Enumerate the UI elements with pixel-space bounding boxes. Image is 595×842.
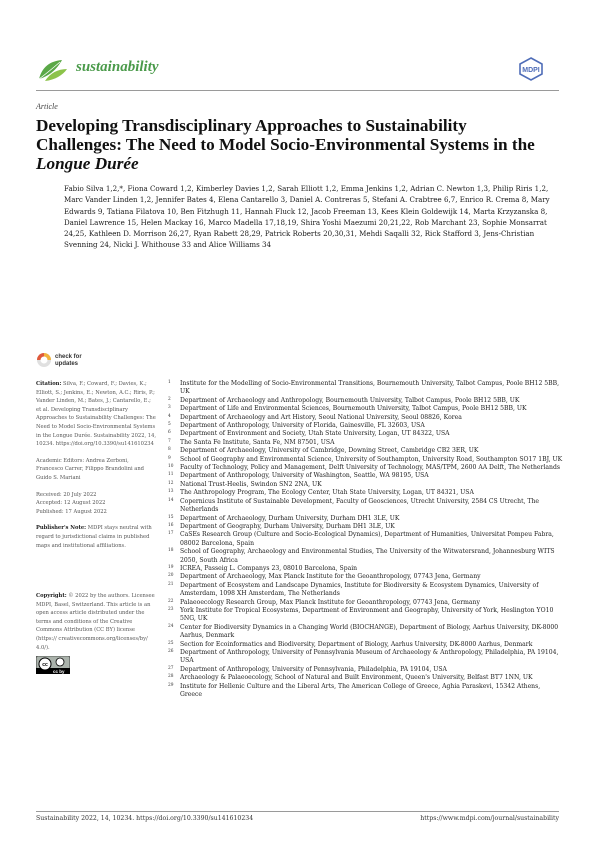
affiliation-item [168,439,563,447]
affiliation-item [168,422,563,430]
affiliation-number: 18 [168,548,174,554]
affiliation-text: Department of Ecosystem and Landscape Dynamics, Institute for Biodiversity & Ecosystem Dynamics, University of Amsterdam, 1098 XH Amsterdam, The Netherlands [180,581,539,598]
dates [36,491,157,517]
affiliation-item [168,624,563,641]
citation-label: Citation: [36,381,62,387]
affiliation-item [168,573,563,581]
affiliation-number: 22 [168,598,174,604]
check-for-updates-button[interactable] [36,352,96,374]
affiliation-number: 17 [168,531,174,537]
affiliation-item [168,472,563,480]
affiliation-text: The Santa Fe Institute, Santa Fe, NM 87501, USA [180,438,335,446]
affiliation-item [168,666,563,674]
affiliation-number: 21 [168,581,174,587]
affiliation-number: 14 [168,497,174,503]
copyright-label: Copyright: [36,593,67,600]
cc-badge-label: cc by [53,668,65,674]
affiliation-number: 8 [168,447,171,453]
copyright-text[interactable]: © 2022 by the authors. Licensee MDPI, Basel, Switzerland. This article is an open access article distributed under the terms and conditions of the Creative Commons Attribution (CC BY) license (https:// creativecommons.org/licenses/by/ 4.0/). [36,593,155,651]
affiliation-number: 9 [168,455,171,461]
affiliation-text: Archaeology & Palaeoecology, School of Natural and Built Environment, Queen's University, Belfast BT7 1NN, UK [180,674,533,682]
affiliation-item [168,641,563,649]
sidebar-metadata [36,380,157,660]
check-updates-line1: check for [55,354,82,360]
article-title-italic: Longue Durée [36,154,139,173]
affiliation-item [168,683,563,700]
header-divider [36,90,559,91]
affiliation-item [168,405,563,413]
affiliation-number: 25 [168,640,174,646]
affiliation-number: 24 [168,623,174,629]
affiliation-item [168,607,563,624]
affiliation-number: 15 [168,514,174,520]
check-updates-icon [36,352,52,368]
affiliation-number: 27 [168,665,174,671]
publisher-note-text: MDPI stays neutral with regard to jurisdictional claims in published maps and institutional affiliations. [36,525,152,549]
footer-divider [36,811,559,812]
affiliation-item [168,414,563,422]
affiliation-text: Section for Ecoinformatics and Biodiversity, Department of Biology, Aarhus University, DK-8000 Aarhus, Denmark [180,640,533,648]
affiliation-item [168,674,563,682]
affiliation-item [168,380,563,397]
affiliation-number: 3 [168,405,171,411]
affiliation-item [168,481,563,489]
affiliation-text: ICREA, Passeig L. Companys 23, 08010 Barcelona, Spain [180,564,358,572]
cc-by-license-icon[interactable] [36,656,70,674]
affiliation-number: 1 [168,380,171,385]
affiliation-item [168,430,563,438]
affiliation-text: Faculty of Technology, Policy and Management, Delft University of Technology, MAS/TPM, 2600 AA Delft, The Netherlands [180,464,560,472]
affiliation-text: National Trust-Heelis, Swindon SN2 2NA, UK [180,480,322,488]
affiliation-text: Department of Archaeology, Durham University, Durham DH1 3LE, UK [180,514,400,522]
affiliation-item [168,582,563,599]
affiliation-item [168,523,563,531]
affiliation-number: 12 [168,480,174,486]
affiliation-number: 13 [168,489,174,495]
affiliation-item [168,599,563,607]
author-list: Fabio Silva 1,2,*, Fiona Coward 1,2, Kimberley Davies 1,2, Sarah Elliott 1,2, Emma Jenkins 1,2, Adrian C. Newton 1,3, Philip Riris 1,2, Marc Vander Linden 1,2, Jennifer Bates 4, Elena Cantarello 3, Daniel A. Contreras 5, Stefani A. Crabtree 6,7, Enrico R. Crema 8, Mary Edwards 9, Tatiana Filatova 10, Ben Fitzhugh 11, Hannah Fluck 12, Jacob Freeman 13, Kees Klein Goldewijk 14, Marta Krzyzanska 8, Daniel Lawrence 15, Helen Mackay 16, Marco Madella 17,18,19, Shira Yoshi Maezumi 20,21,22, Rob Marchant 23, Sophie Monsarrat 24,25, Kathleen D. Morrison 26,27, Ryan Rabett 28,29, Patrick Roberts 20,30,31, Mehdi Saqalli 32, Rick Stafford 3, Jens-Christian Svenning 24, Nicki J. Whithouse 33 and Alice Williams 34 [64,184,550,250]
affiliation-text: Center for Biodiversity Dynamics in a Changing World (BIOCHANGE), Department of Biology, Aarhus University, DK-8000 Aarhus, Denmark [180,623,559,640]
affiliation-number: 7 [168,438,171,444]
affiliation-number: 26 [168,649,174,654]
affiliation-text: Institute for Hellenic Culture and the Liberal Arts, The American College of Greece, Aghia Paraskevi, 15342 Athens, Greece [180,682,541,699]
affiliation-text: CaSEs Research Group (Culture and Socio-Ecological Dynamics), Department of Humanities, Universitat Pompeu Fabra, 08002 Barcelona, Spain [180,531,554,547]
affiliation-item [168,531,563,548]
affiliation-text: School of Geography and Environmental Science, University of Southampton, University Road, Southampton SO17 1BJ, UK [180,455,563,463]
publisher-note-label: Publisher's Note: [36,525,87,532]
affiliation-number: 19 [168,564,174,570]
affiliation-text: Department of Anthropology, University of Florida, Gainesville, FL 32603, USA [180,422,425,430]
article-title [36,116,556,173]
check-updates-label [55,354,82,367]
affiliation-text: Department of Archaeology, Max Planck Institute for the Geoanthropology, 07743 Jena, Germany [180,573,481,581]
mdpi-logo-icon[interactable] [518,57,544,81]
affiliation-number: 11 [168,472,174,478]
affiliation-item [168,489,563,497]
affiliation-text: School of Geography, Archaeology and Environmental Studies, The University of the Witwatersrand, Johannesburg WITS 2050, South Africa [180,548,555,564]
publisher-note [36,524,157,550]
affiliation-text: Department of Archaeology and Anthropology, Bournemouth University, Talbot Campus, Poole BH12 5BB, UK [180,396,520,404]
citation-text[interactable]: Silva, F.; Coward, F.; Davies, K.; Elliott, S.; Jenkins, E.; Newton, A.C.; Riris, P.; Vander Linden, M.; Bates, J.; Cantarello, E.; et al. Developing Transdisciplinary Approaches to Sustainability Challenges: The Need to Model Socio-Environmental Systems in the Longue Durée. Sustainability 2022, 14, 10234. https://doi.org/10.3390/su141610234 [36,381,157,448]
affiliation-text: Department of Archaeology, University of Cambridge, Downing Street, Cambridge CB2 3ER, UK [180,447,479,455]
affiliation-item [168,565,563,573]
article-title-main: Developing Transdisciplinary Approaches to Sustainability Challenges: The Need to Model Socio-Environmental Systems in the [36,116,535,154]
affiliation-item [168,498,563,515]
affiliation-text: The Anthropology Program, The Ecology Center, Utah State University, Logan, UT 84321, USA [180,489,474,497]
affiliation-text: Copernicus Institute of Sustainable Development, Faculty of Geosciences, Utrecht University, 2584 CS Utrecht, The Netherlands [180,497,540,514]
affiliation-item [168,464,563,472]
journal-name[interactable]: sustainability [76,59,159,75]
affiliation-list [168,380,563,699]
affiliation-number: 6 [168,430,171,436]
affiliation-text: Department of Geography, Durham University, Durham DH1 3LE, UK [180,522,395,530]
svg-text:cc: cc [42,662,48,668]
affiliation-text: Department of Anthropology, University of Washington, Seattle, WA 98195, USA [180,472,429,480]
affiliation-item [168,397,563,405]
received-date: Received: 20 July 2022 [36,491,97,498]
affiliation-text: Department of Anthropology, University of Pennsylvania, Philadelphia, PA 19104, USA [180,665,447,673]
affiliation-number: 16 [168,522,174,528]
affiliation-text: Institute for the Modelling of Socio-Environmental Transitions, Bournemouth University, Talbot Campus, Poole BH12 5BB, UK [180,380,560,396]
affiliation-item [168,447,563,455]
sustainability-logo-icon [36,57,70,83]
affiliation-item [168,649,563,666]
affiliation-text: Department of Anthropology, University of Pennsylvania Museum of Archaeology & Anthropology, Philadelphia, PA 19104, USA [180,649,559,665]
affiliation-item [168,548,563,565]
affiliation-item [168,515,563,523]
affiliation-text: York Institute for Tropical Ecosystems, Department of Environment and Geography, University of York, Heslington YO10 5NG, UK [180,606,554,623]
publisher-label: MDPI [522,67,540,74]
affiliation-number: 20 [168,573,174,579]
affiliation-text: Department of Life and Environmental Sciences, Bournemouth University, Talbot Campus, Poole BH12 5BB, UK [180,405,527,413]
footer-journal-url[interactable]: https://www.mdpi.com/journal/sustainability [420,815,559,822]
citation [36,380,157,449]
affiliation-number: 28 [168,674,174,680]
affiliation-number: 23 [168,606,174,612]
affiliation-number: 5 [168,422,171,428]
check-updates-line2: updates [55,360,79,367]
copyright [36,592,157,652]
affiliation-number: 4 [168,413,171,419]
affiliation-number: 10 [168,464,174,470]
affiliation-text: Department of Environment and Society, Utah State University, Logan, UT 84322, USA [180,430,450,438]
affiliation-item [168,456,563,464]
affiliation-text: Palaeoecology Research Group, Max Planck Institute for Geoanthropology, 07743 Jena, Germany [180,598,480,606]
published-date: Published: 17 August 2022 [36,508,107,515]
affiliation-number: 2 [168,396,171,402]
academic-editors: Academic Editors: Andrea Zerboni, Francesco Carrer, Filippo Brandolini and Guido S. Mariani [36,457,145,481]
article-type: Article [36,102,58,111]
affiliation-number: 29 [168,682,174,688]
footer-citation[interactable]: Sustainability 2022, 14, 10234. https://doi.org/10.3390/su141610234 [36,815,254,822]
affiliation-text: Department of Archaeology and Art History, Seoul National University, Seoul 08826, Korea [180,413,462,421]
accepted-date: Accepted: 12 August 2022 [36,500,106,507]
